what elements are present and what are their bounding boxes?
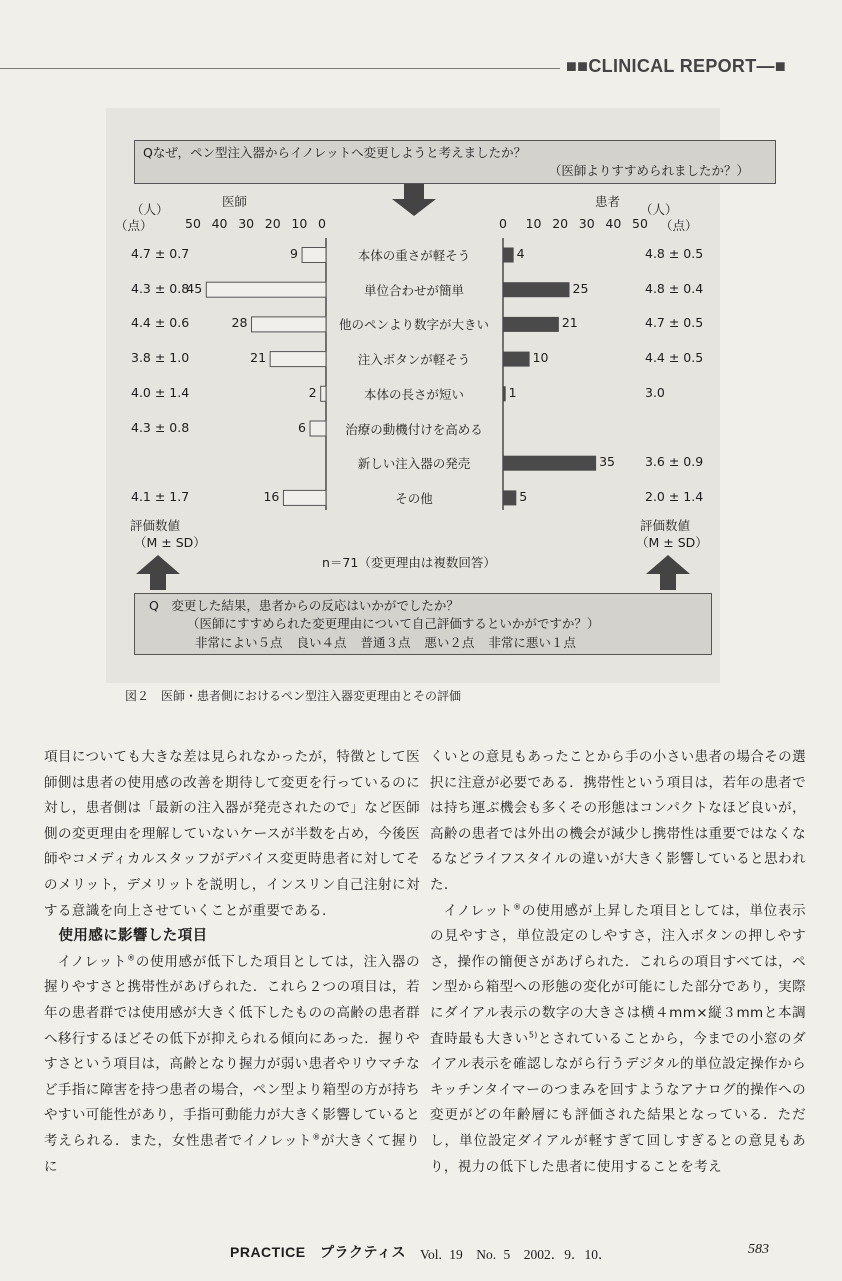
patient-bar-value: 5	[519, 488, 528, 504]
category-label: 単位合わせが簡単	[363, 282, 464, 298]
patient-bar	[503, 282, 570, 297]
x-tick-right: 20	[552, 216, 569, 231]
sample-size-note: n＝71（変更理由は複数回答）	[322, 555, 496, 570]
x-tick-left: 10	[291, 216, 308, 231]
patient-bar	[503, 490, 516, 505]
doctor-bar-value: 6	[298, 419, 306, 435]
category-label: その他	[395, 490, 433, 506]
patient-bar-value: 35	[599, 454, 615, 470]
arrow-up-left-icon	[136, 555, 180, 590]
doctor-bar-value: 9	[290, 246, 298, 261]
patient-bar-value: 4	[516, 246, 525, 261]
doctor-bar-value: 21	[250, 350, 267, 366]
doctor-bar-value: 28	[231, 315, 248, 331]
doctor-evaluation: 4.4 ± 0.6	[131, 315, 190, 331]
patient-bar	[503, 352, 530, 367]
left-unit-people: （人）	[131, 202, 169, 217]
doctor-bar	[270, 352, 326, 367]
doctor-evaluation: 3.8 ± 1.0	[131, 350, 190, 366]
page-number: 583	[748, 1242, 769, 1257]
x-tick-right: 50	[632, 216, 648, 231]
patient-evaluation: 4.4 ± 0.5	[645, 350, 704, 366]
patient-evaluation: 3.0	[645, 384, 665, 400]
patient-evaluation: 4.8 ± 0.5	[645, 246, 704, 261]
patient-bar	[503, 317, 559, 332]
category-label: 本体の重さが軽そう	[357, 248, 471, 263]
body-paragraph: イノレット®の使用感が上昇した項目としては，単位表示の見やすさ，単位設定のしやすさ，注入ボタンの押しやすさ，操作の簡便さがあげられた．これらの項目すべては，ペン型から箱型への形態の変化が可能にした部分であり，実際にダイアル表示の数字の大きさは横４mm×縦３mmと本調査時最も大きい$^{5)}$とされていることから，今までの小窓のダイアル表示を確認しながら行うデジタル的単位設定操作からキッチンタイマーのつまみを回すようなアナログ的操作への変更がどの年齢層にも評価された結果となっている．ただし，単位設定ダイアルが軽すぎて回しすぎるとの意見もあり，視力の低下した患者に使用することを考え	[430, 902, 807, 1175]
patient-evaluation: 2.0 ± 1.4	[645, 488, 704, 504]
doctor-bar	[302, 248, 326, 263]
question-bottom-line2: （医師にすすめられた変更理由について自己評価するといかがですか？）	[187, 616, 600, 631]
doctor-bar-value: 45	[186, 280, 203, 296]
figure-caption: 図２ 医師・患者側におけるペン型注入器変更理由とその評価	[125, 689, 462, 703]
x-tick-left: 0	[318, 216, 326, 231]
doctor-bar	[252, 317, 326, 332]
doctor-bar	[206, 282, 326, 297]
x-tick-left: 50	[185, 216, 201, 231]
question-box-bottom	[134, 593, 712, 655]
eval-label-right-sub: （M ± SD）	[636, 535, 708, 550]
patient-evaluation: 4.7 ± 0.5	[645, 315, 704, 331]
left-unit-points: （点）	[115, 218, 153, 233]
right-unit-points: （点）	[660, 218, 698, 233]
x-tick-right: 30	[578, 216, 595, 231]
left-panel-title: 医師	[222, 194, 248, 209]
category-label: 治療の動機付けを高める	[345, 421, 483, 437]
doctor-evaluation: 4.1 ± 1.7	[131, 488, 190, 504]
journal-brand: PRACTICE プラクティス	[230, 1244, 406, 1260]
x-tick-right: 0	[499, 216, 507, 231]
patient-bar-value: 10	[532, 350, 549, 366]
rating-scale: 非常によい５点 良い４点 普通３点 悪い２点 非常に悪い１点	[195, 635, 576, 650]
body-column-left	[44, 745, 420, 1180]
eval-label-left-sub: （M ± SD）	[134, 535, 206, 550]
category-label: 新しい注入器の発売	[357, 456, 471, 472]
patient-bar-value: 25	[572, 280, 589, 296]
category-label: 他のペンより数字が大きい	[338, 317, 489, 333]
category-label: 本体の長さが短い	[363, 386, 464, 402]
body-column-right	[430, 745, 806, 1180]
doctor-evaluation: 4.7 ± 0.7	[131, 246, 190, 261]
body-paragraph: 項目についても大きな差は見られなかったが，特徴として医師側は患者の使用感の改善を期待して変更を行っているのに対し，患者側は「最新の注入器が発売されたので」など医師側の変更理由を理解していないケースが半数を占め，今後医師やコメディカルスタッフがデバイス変更時患者に対してそのメリット，デメリットを説明し，インスリン自己注射に対する意識を向上させていくことが重要である．	[44, 749, 420, 919]
x-tick-left: 20	[264, 216, 281, 231]
patient-evaluation: 3.6 ± 0.9	[645, 454, 704, 470]
patient-bar-value: 1	[508, 384, 517, 400]
x-tick-right: 10	[525, 216, 542, 231]
eval-label-left: 評価数値	[130, 518, 181, 533]
doctor-bar-value: 2	[308, 384, 317, 400]
doctor-bar-value: 16	[263, 488, 280, 504]
body-paragraph: くいとの意見もあったことから手の小さい患者の場合その選択に注意が必要である．携帯性という項目は，若年の患者では持ち運ぶ機会も多くその形態はコンパクトなほど良いが，高齢の患者では外出の機会が減少し携帯性は重要ではなくなるなどライフスタイルの違いが大きく影響していると思われた．	[430, 749, 806, 893]
x-tick-left: 30	[238, 216, 255, 231]
arrow-down-icon	[392, 184, 436, 216]
body-paragraph: イノレット®の使用感が低下した項目としては，注入器の握りやすさと携帯性があげられた．これら２つの項目は，若年の患者群では使用感が大きく低下したものの高齢の患者群へ移行するほどその低下が抑えられる傾向にあった．握りやすさという項目は，高齢となり握力が弱い患者やリウマチなど手指に障害を持つ患者の場合，ペン型より箱型の方が持ちやすい可能性があり，手指可動能力が大きく影響していると考えられる．また，女性患者でイノレット®が大きくて握りに	[44, 953, 421, 1175]
doctor-evaluation: 4.3 ± 0.8	[131, 419, 190, 435]
right-unit-people: （人）	[640, 202, 678, 217]
subheading: 使用感に影響した項目	[58, 928, 208, 945]
doctor-evaluation: 4.0 ± 1.4	[131, 384, 190, 400]
x-tick-right: 40	[605, 216, 622, 231]
eval-label-right: 評価数値	[640, 518, 691, 533]
question-top-line1: Qなぜ，ペン型注入器からイノレットへ変更しようと考えましたか？	[143, 145, 527, 160]
doctor-bar	[283, 490, 326, 505]
patient-bar-value: 21	[561, 315, 578, 331]
arrow-up-right-icon	[646, 555, 690, 590]
doctor-evaluation: 4.3 ± 0.8	[131, 280, 190, 296]
patient-bar	[503, 456, 596, 471]
x-tick-left: 40	[211, 216, 228, 231]
section-header: ■■CLINICAL REPORT—■	[566, 56, 786, 76]
journal-volume: Vol. 19 No. 5 2002．9．10．	[420, 1247, 612, 1262]
question-bottom-line1: Q 変更した結果，患者からの反応はいかがでしたか？	[149, 598, 459, 613]
category-label: 注入ボタンが軽そう	[357, 352, 471, 368]
question-top-line2: （医師よりすすめられましたか？）	[548, 163, 749, 178]
patient-bar	[503, 248, 514, 263]
right-panel-title: 患者	[595, 194, 621, 209]
patient-evaluation: 4.8 ± 0.4	[645, 280, 704, 296]
